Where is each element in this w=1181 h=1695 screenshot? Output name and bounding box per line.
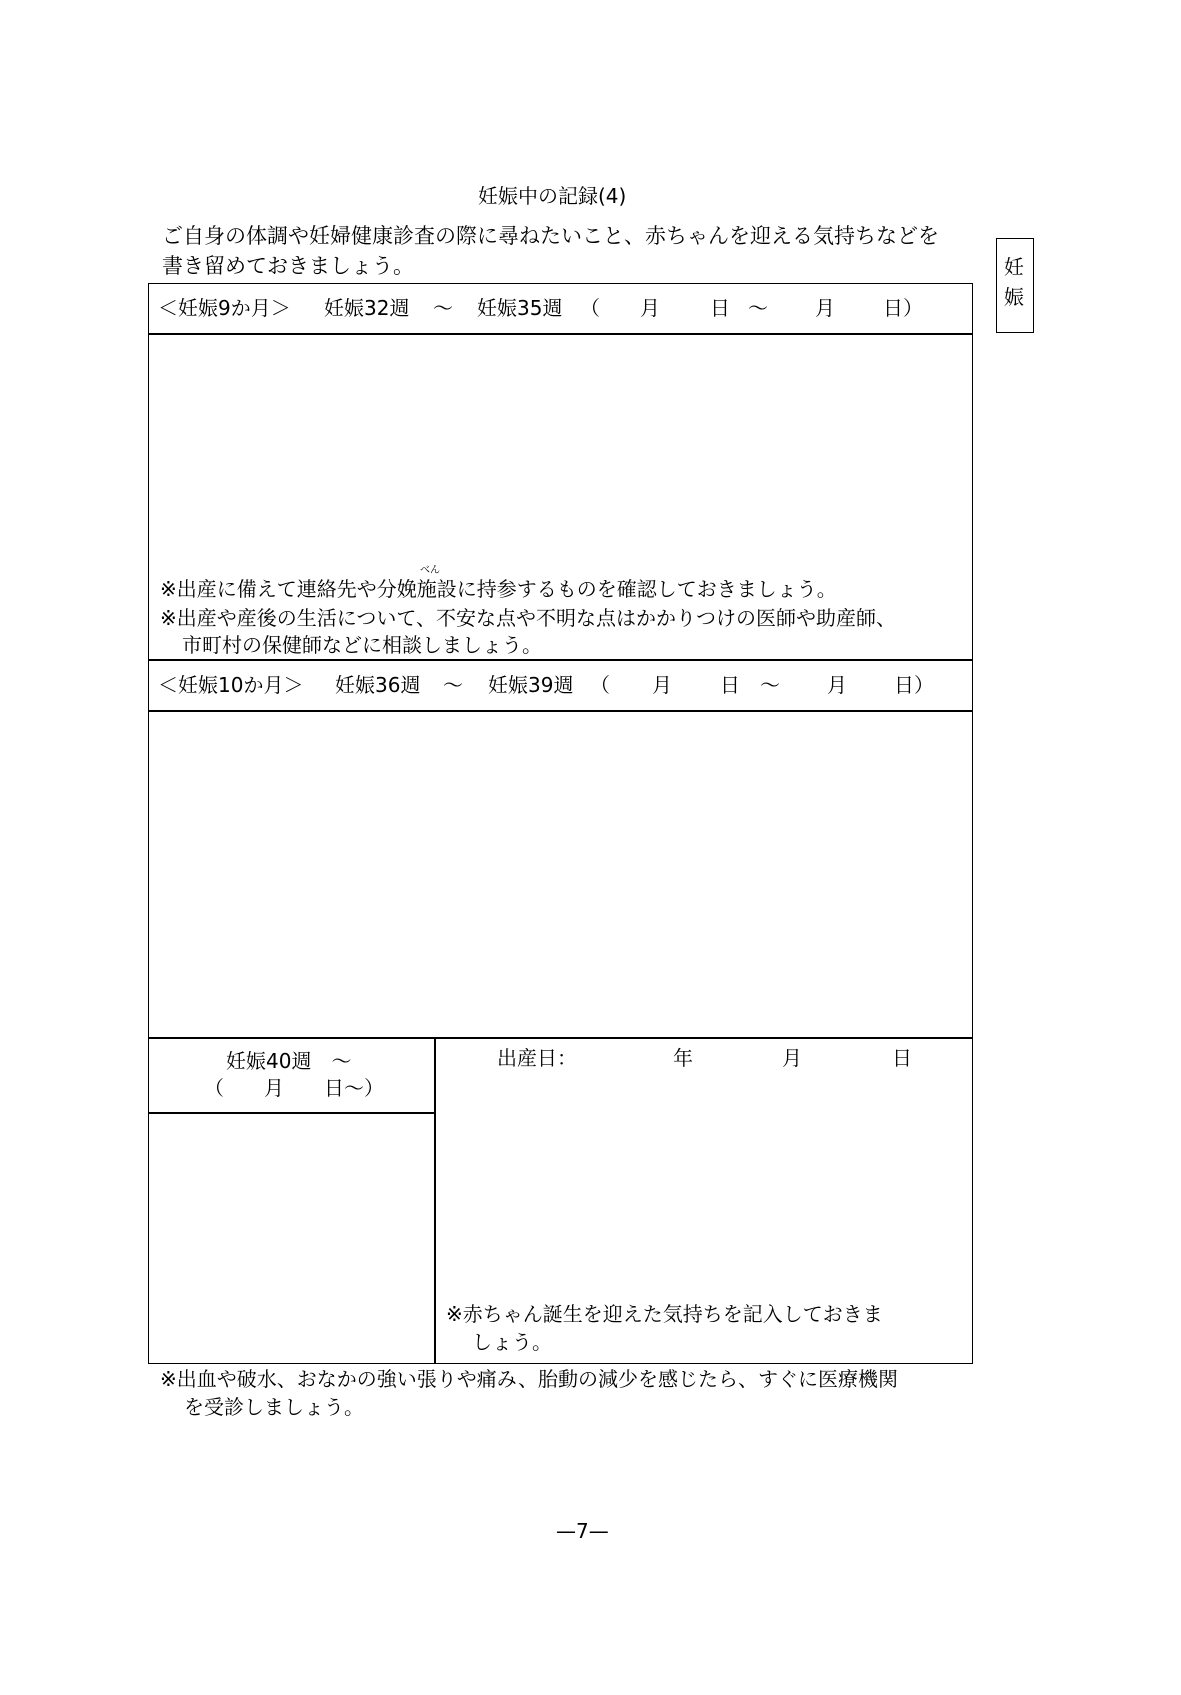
month10-from-week: 妊娠36週: [335, 673, 421, 697]
birth-note: ※赤ちゃん誕生を迎えた気持ちを記入しておきま: [446, 1302, 883, 1326]
divider: [148, 659, 973, 661]
day-field-label: 日）: [894, 673, 934, 697]
month10-label: ＜妊娠10か月＞: [158, 673, 304, 697]
month10-to-week: 妊娠39週: [488, 673, 574, 697]
month9-note: ※出産や産後の生活について、不安な点や不明な点はかかりつけの医師や助産師、: [160, 606, 896, 630]
tilde: ～: [760, 673, 780, 697]
side-tab: [996, 238, 1034, 333]
week40-line2: （ 月 日～）: [204, 1076, 384, 1100]
day-field-label: 日）: [883, 296, 923, 320]
intro-line: 書き留めておきましょう。: [162, 254, 414, 278]
footer-note: を受診しましょう。: [184, 1395, 364, 1419]
week40-line1: 妊娠40週 ～: [226, 1049, 352, 1073]
intro-line: ご自身の体調や妊婦健康診査の際に尋ねたいこと、赤ちゃんを迎える気持ちなどを: [162, 224, 939, 248]
birth-note: しょう。: [472, 1330, 552, 1354]
day-field-label: 日: [720, 673, 740, 697]
month9-label: ＜妊娠9か月＞: [158, 296, 291, 320]
month-field-label: 月: [640, 296, 660, 320]
month-field-label: 月: [652, 673, 672, 697]
month-field-label: 月: [815, 296, 835, 320]
birth-month-label: 月: [782, 1046, 802, 1070]
day-field-label: 日: [710, 296, 730, 320]
birth-day-label: 日: [892, 1046, 912, 1070]
page-title: 妊娠中の記録(4): [478, 184, 627, 208]
open-paren: （: [590, 673, 610, 697]
open-paren: （: [580, 296, 600, 320]
month-field-label: 月: [827, 673, 847, 697]
ruby-text: べん: [420, 565, 440, 576]
birth-notes-area[interactable]: [437, 1075, 971, 1295]
month9-from-week: 妊娠32週: [324, 296, 410, 320]
week40-notes-area[interactable]: [150, 1114, 433, 1362]
side-tab-char: 妊: [1004, 255, 1024, 279]
month10-notes-area[interactable]: [150, 712, 971, 1035]
month9-notes-area[interactable]: [150, 335, 971, 565]
footer-note: ※出血や破水、おなかの強い張りや痛み、胎動の減少を感じたら、すぐに医療機関: [160, 1367, 898, 1391]
page-number: —7—: [556, 1519, 609, 1543]
side-tab-char: 娠: [1004, 285, 1024, 309]
tilde: ～: [433, 296, 453, 320]
birth-date-label: 出産日：: [497, 1046, 577, 1070]
tilde: ～: [748, 296, 768, 320]
divider: [434, 1037, 436, 1363]
birth-year-label: 年: [673, 1046, 693, 1070]
tilde: ～: [443, 673, 463, 697]
divider: [148, 1037, 973, 1039]
month9-note: ※出産に備えて連絡先や分娩施設に持参するものを確認しておきましょう。: [160, 577, 837, 601]
month9-to-week: 妊娠35週: [477, 296, 563, 320]
month9-note: 市町村の保健師などに相談しましょう。: [182, 633, 542, 657]
